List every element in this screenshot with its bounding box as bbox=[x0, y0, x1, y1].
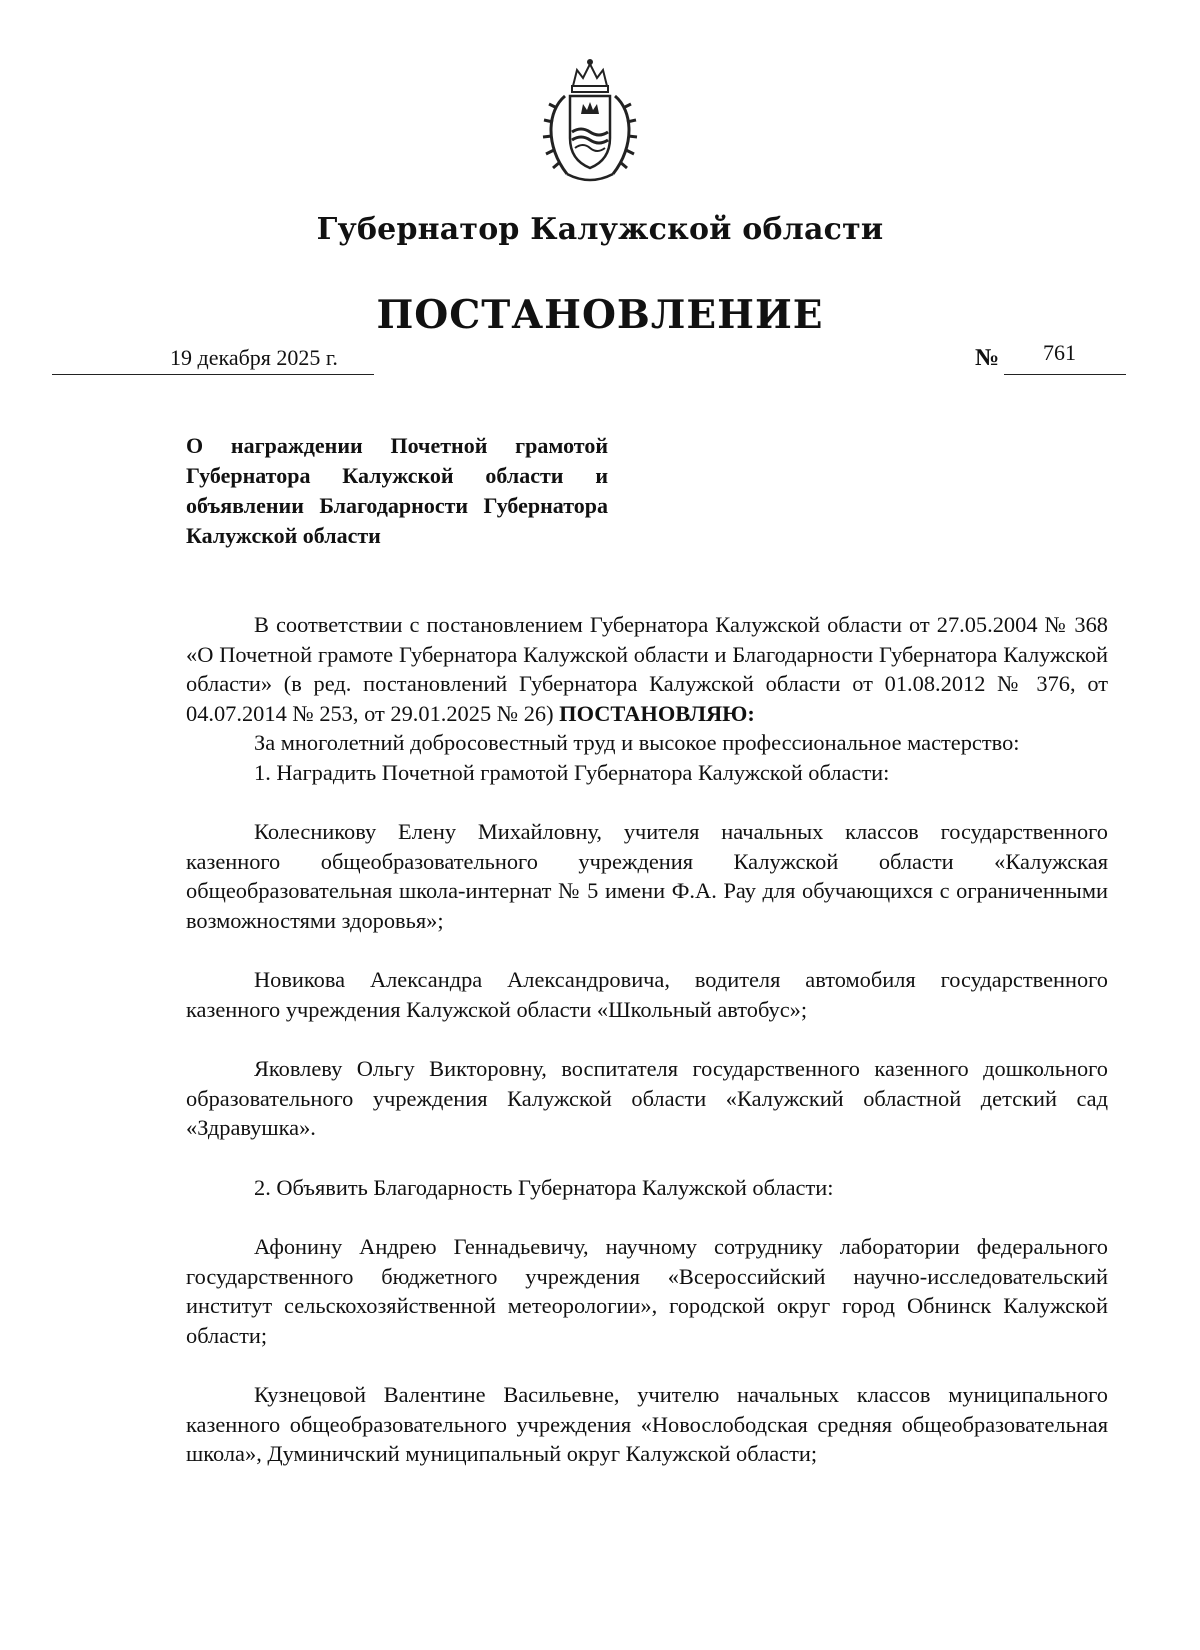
item1-heading: 1. Наградить Почетной грамотой Губернатора Калужской области: bbox=[254, 759, 890, 785]
document-date: 19 декабря 2025 г. bbox=[170, 345, 338, 370]
issuing-authority: Губернатор Калужской области bbox=[316, 212, 884, 247]
decree-word: ПОСТАНОВЛЯЮ: bbox=[559, 700, 755, 726]
document-subject: О награждении Почетной грамотой Губернатора Калужской области и объявлении Благодарности Губернатора Калужской области bbox=[186, 433, 608, 548]
awardee-paragraph: Афонину Андрею Геннадьевичу, научному сотруднику лаборатории федерального государственного бюджетного учреждения «Всероссийский научно-исследовательский институт сельскохозяйственной метеорологии», городской округ город Обнинск Калужской области; bbox=[186, 1234, 1108, 1348]
preamble-paragraph bbox=[186, 610, 1108, 728]
document-number: 761 bbox=[1043, 340, 1076, 365]
awardee-paragraph: Яковлеву Ольгу Викторовну, воспитателя государственного казенного дошкольного образовательного учреждения Калужской области «Калужский областной детский сад «Здравушка». bbox=[186, 1056, 1108, 1140]
awardee-paragraph: Новикова Александра Александровича, водителя автомобиля государственного казенного учреждения Калужской области «Школьный автобус»; bbox=[186, 967, 1108, 1022]
coat-of-arms-emblem bbox=[535, 56, 645, 188]
reason-paragraph: За многолетний добросовестный труд и высокое профессиональное мастерство: bbox=[254, 730, 1020, 755]
preamble-text: В соответствии с постановлением Губернатора Калужской области от 27.05.2004 № 368 «О Почетной грамоте Губернатора Калужской области и Благодарности Губернатора Калужской области» (в ред. постановлений Губернатора Калужской области от 01.08.2012 № 376, от 04.07.2014 № 253, от 29.01.2025 № 26) bbox=[186, 612, 1108, 726]
coat-of-arms-icon bbox=[535, 56, 645, 188]
awardee-paragraph: Колесникову Елену Михайловну, учителя начальных классов государственного казенного общеобразовательного учреждения Калужской области «Калужская общеобразовательная школа-интернат № 5 имени Ф.А. Рау для обучающихся с ограниченными возможностями здоровья»; bbox=[186, 819, 1108, 933]
document-type-title: ПОСТАНОВЛЕНИЕ bbox=[376, 292, 824, 338]
awardee-paragraph: Кузнецовой Валентине Васильевне, учителю начальных классов муниципального казенного общеобразовательного учреждения «Новослободская средняя общеобразовательная школа», Думиничский муниципальный округ Калужской области; bbox=[186, 1382, 1108, 1466]
number-label: № bbox=[975, 345, 1000, 371]
document-body bbox=[186, 610, 1108, 1469]
item2-heading: 2. Объявить Благодарность Губернатора Калужской области: bbox=[254, 1174, 834, 1200]
